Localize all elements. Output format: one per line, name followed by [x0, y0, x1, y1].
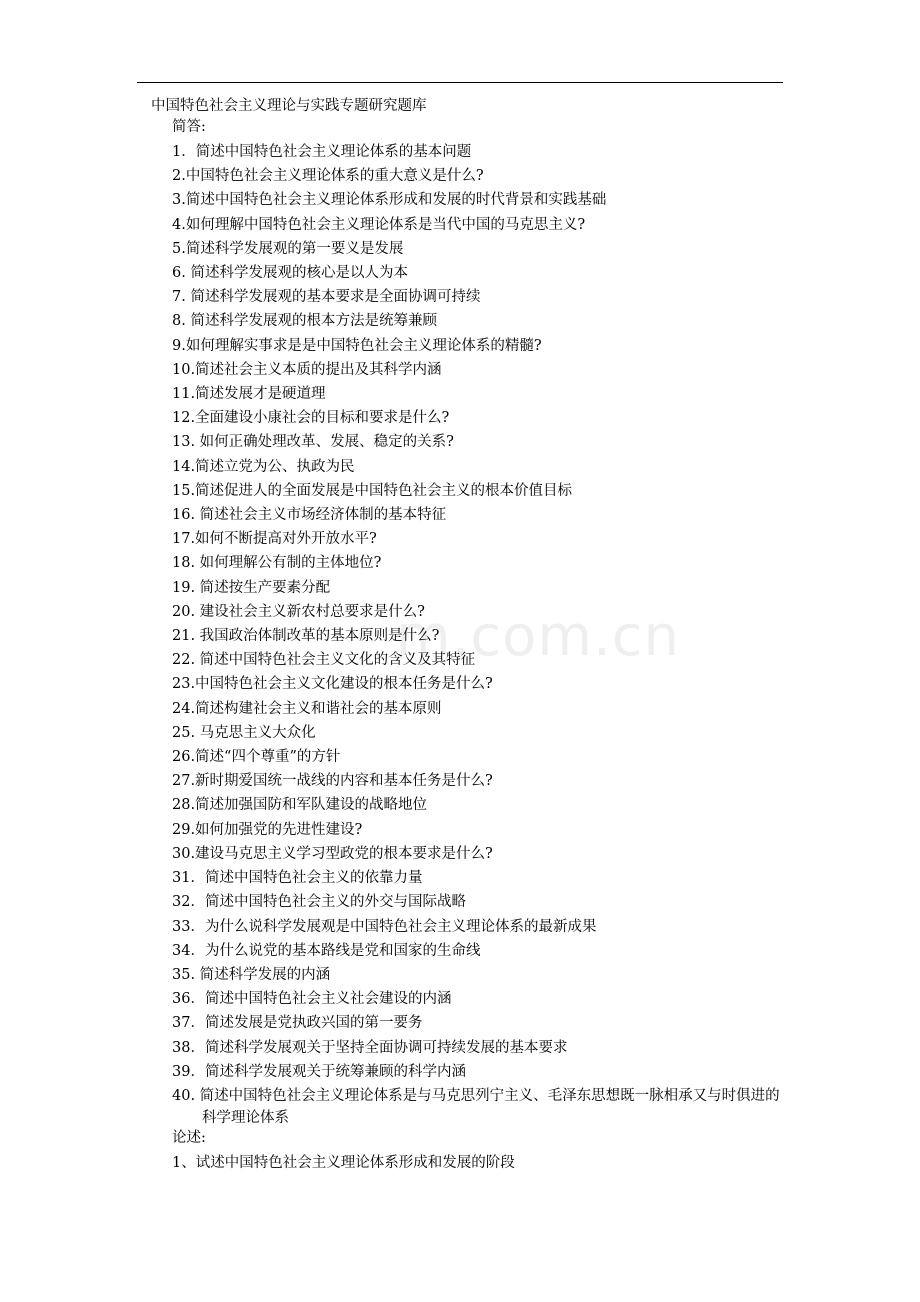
question-item: 17.如何不断提高对外开放水平?: [172, 531, 377, 548]
question-item: 6. 简述科学发展观的核心是以人为本: [172, 265, 408, 282]
question-item: 8. 简述科学发展观的根本方法是统筹兼顾: [172, 313, 437, 330]
question-item: 27.新时期爱国统一战线的内容和基本任务是什么?: [172, 773, 493, 790]
essay-question-item: 1、试述中国特色社会主义理论体系形成和发展的阶段: [172, 1155, 515, 1171]
question-item: 18. 如何理解公有制的主体地位?: [172, 555, 382, 572]
question-item: 29.如何加强党的先进性建设?: [172, 821, 363, 838]
watermark: m.com.cn: [396, 604, 681, 669]
question-item: 32．简述中国特色社会主义的外交与国际战略: [172, 894, 466, 911]
question-item: 11.简述发展才是硬道理: [172, 386, 326, 403]
question-item: 30.建设马克思主义学习型政党的根本要求是什么?: [172, 845, 493, 862]
essay-heading: 论述:: [172, 1130, 206, 1146]
question-item: 25. 马克思主义大众化: [172, 724, 316, 741]
question-item: 9.如何理解实事求是是中国特色社会主义理论体系的精髓?: [172, 337, 542, 354]
question-item: 38．简述科学发展观关于坚持全面协调可持续发展的基本要求: [172, 1039, 568, 1056]
short-answer-heading: 简答:: [172, 119, 206, 135]
question-item: 35. 简述科学发展的内涵: [172, 966, 331, 983]
header-rule: [137, 82, 783, 83]
question-item: 10.简述社会主义本质的提出及其科学内涵: [172, 361, 442, 378]
question-item: 1．简述中国特色社会主义理论体系的基本问题: [172, 144, 472, 160]
question-item: 15.简述促进人的全面发展是中国特色社会主义的根本价值目标: [172, 482, 573, 499]
question-item: 24.简述构建社会主义和谐社会的基本原则: [172, 700, 442, 717]
question-item: 12.全面建设小康社会的目标和要求是什么?: [172, 410, 450, 427]
short-answer-list: [172, 140, 784, 1129]
question-item: 20. 建设社会主义新农村总要求是什么?: [172, 603, 425, 620]
question-item: 16. 简述社会主义市场经济体制的基本特征: [172, 507, 447, 524]
question-item: 13. 如何正确处理改革、发展、稳定的关系?: [172, 434, 454, 451]
question-item: 39．简述科学发展观关于统筹兼顾的科学内涵: [172, 1063, 466, 1080]
question-item: 37．简述发展是党执政兴国的第一要务: [172, 1015, 423, 1032]
essay-list: [172, 1151, 515, 1175]
question-item: 7. 简述科学发展观的基本要求是全面协调可持续: [172, 289, 481, 306]
question-item: 4.如何理解中国特色社会主义理论体系是当代中国的马克思主义?: [172, 216, 586, 233]
question-item: 31．简述中国特色社会主义的依靠力量: [172, 870, 423, 887]
question-item: 33．为什么说科学发展观是中国特色社会主义理论体系的最新成果: [172, 918, 597, 935]
question-item: 22. 简述中国特色社会主义文化的含义及其特征: [172, 652, 476, 669]
question-item: 2.中国特色社会主义理论体系的重大意义是什么?: [172, 168, 484, 185]
question-item: 19. 简述按生产要素分配: [172, 579, 331, 596]
question-item: 23.中国特色社会主义文化建设的根本任务是什么?: [172, 676, 493, 693]
question-item: 40. 简述中国特色社会主义理论体系是与马克思列宁主义、毛泽东思想既一脉相承又与时俱进的科学理论体系: [172, 1087, 780, 1126]
question-item: 21. 我国政治体制改革的基本原则是什么?: [172, 628, 440, 645]
question-item: 26.简述“四个尊重”的方针: [172, 749, 341, 766]
question-item: 36．简述中国特色社会主义社会建设的内涵: [172, 991, 452, 1008]
question-item: 5.简述科学发展观的第一要义是发展: [172, 240, 404, 257]
question-item: 3.简述中国特色社会主义理论体系形成和发展的时代背景和实践基础: [172, 192, 607, 209]
question-item: 28.简述加强国防和军队建设的战略地位: [172, 797, 428, 814]
question-item: 34．为什么说党的基本路线是党和国家的生命线: [172, 942, 481, 959]
document-title: 中国特色社会主义理论与实践专题研究题库: [151, 98, 427, 114]
question-item: 14.简述立党为公、执政为民: [172, 458, 355, 475]
